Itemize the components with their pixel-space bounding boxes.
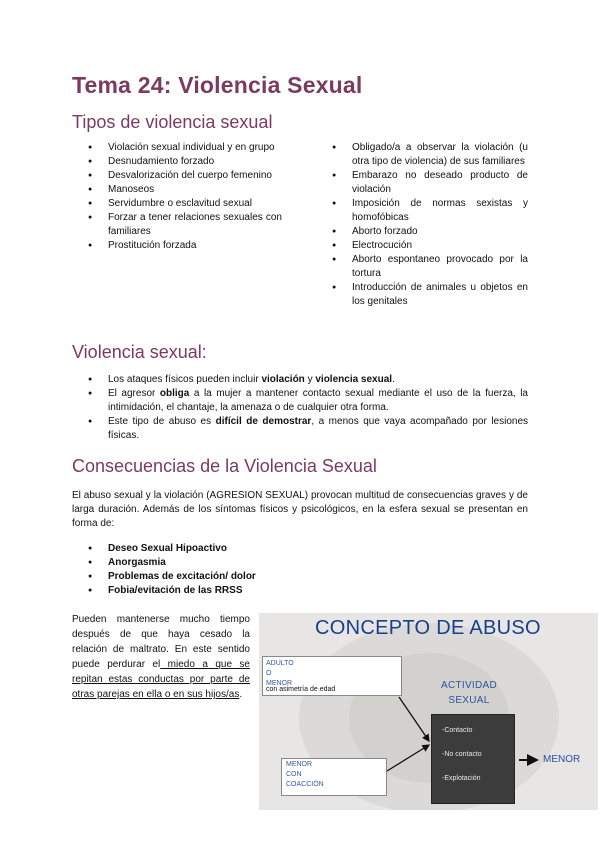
menor-coaccion-box: MENOR CON COACCIÓN (281, 758, 387, 796)
arrow-adulto (399, 697, 429, 741)
list-item: ● Prostitución forzada (108, 239, 282, 253)
list-item: ● Anorgasmia (108, 556, 408, 570)
diagram-title: CONCEPTO DE ABUSO (315, 617, 541, 639)
menor-label: MENOR (543, 754, 581, 765)
list-item: ● Forzar a tener relaciones sexuales con familiares (108, 211, 282, 239)
list-item: ● Los ataques físicos pueden incluir violación y violencia sexual. (108, 373, 528, 387)
list-item: ● Este tipo de abuso es difícil de demostrar, a menos que vaya acompañado por lesiones físicas. (108, 415, 528, 443)
list-item: ● Aborto forzado (352, 225, 528, 239)
list-item: ● Problemas de excitación/ dolor (108, 570, 408, 584)
adulto-box: ADULTO Ó MENOR con asimetría de edad (262, 656, 402, 696)
list-item: ● El agresor obliga a la mujer a mantener contacto sexual mediante el uso de la fuerza, la intimidación, el chantaje, la amenaza o de cualquier otra forma. (108, 387, 528, 415)
heading-consecuencias: Consecuencias de la Violencia Sexual (72, 456, 377, 476)
list-item: ● Obligado/a a observar la violación (u otra tipo de violencia) de sus familiares (352, 141, 528, 169)
heading-tipos: Tipos de violencia sexual (72, 112, 273, 132)
tipos-list-right (352, 141, 528, 309)
list-item: ● Desnudamiento forzado (108, 155, 282, 169)
activity-types-box: -Contacto -No contacto -Explotación (431, 714, 515, 804)
concepto-abuso-diagram (259, 613, 598, 810)
list-item: ● Fobia/evitación de las RRSS (108, 584, 408, 598)
list-item: ● Violación sexual individual y en grupo (108, 141, 282, 155)
list-item: ● Electrocución (352, 239, 528, 253)
list-item: ● Aborto espontaneo provocado por la tortura (352, 253, 528, 281)
list-item: ● Manoseos (108, 183, 282, 197)
actividad-label: ACTIVIDAD SEXUAL (440, 680, 498, 706)
list-item: ● Imposición de normas sexistas y homofóbicas (352, 197, 528, 225)
arrow-menor (387, 745, 429, 771)
list-item: ● Servidumbre o esclavitud sexual (108, 197, 282, 211)
consecuencias-paragraph: El abuso sexual y la violación (AGRESION SEXUAL) provocan multitud de consecuencias graves y de larga duración. Además de los síntomas físicos y psicológicos, en la esfera sexual se presentan en forma de: (72, 490, 528, 529)
tipos-list-left (108, 141, 282, 253)
list-item: ● Introducción de animales u objetos en los genitales (352, 281, 528, 309)
list-item: ● Desvalorización del cuerpo femenino (108, 169, 282, 183)
violencia-list (108, 373, 528, 443)
list-item: ● Deseo Sexual Hipoactivo (108, 542, 408, 556)
list-item: ● Embarazo no deseado producto de violación (352, 169, 528, 197)
diagram-arrows (259, 613, 598, 810)
heading-violencia-sexual: Violencia sexual: (72, 342, 207, 362)
consecuencias-list (108, 542, 408, 598)
side-paragraph: Pueden mantenerse mucho tiempo después de que haya cesado la relación de maltrato. En este sentido puede perdurar el miedo a que se repitan estas conductas por parte de otras parejas en ella o en sus hijos/as. (72, 614, 250, 700)
page-title: Tema 24: Violencia Sexual (72, 72, 363, 98)
